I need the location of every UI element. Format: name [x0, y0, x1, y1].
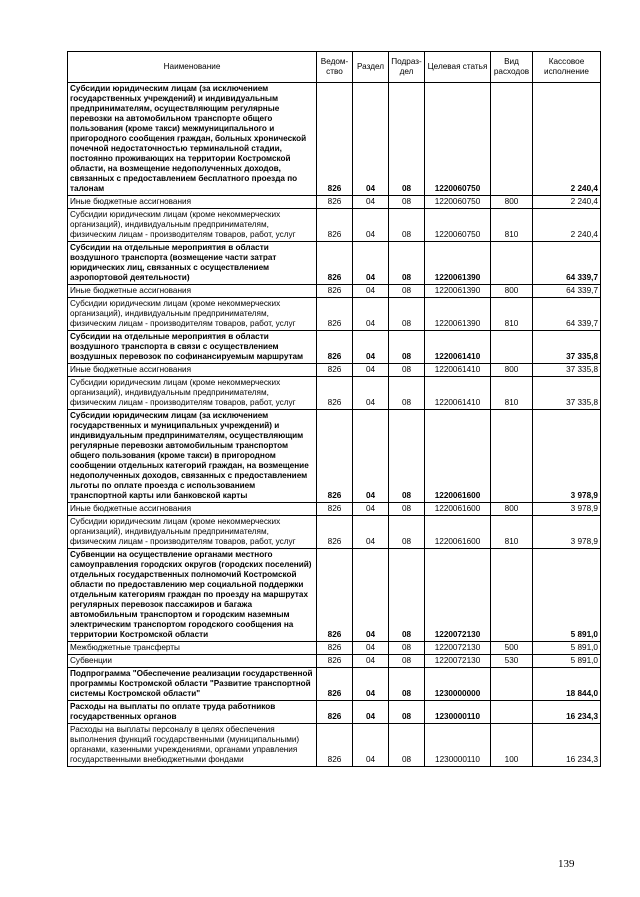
cell-name: Субсидии на отдельные мероприятия в области воздушного транспорта в связи с осуществлением воздушных перевозок по софинансируемым маршрутам	[68, 331, 317, 364]
cell-target: 1220061410	[425, 331, 491, 364]
cell-name: Субсидии юридическим лицам (кроме некоммерческих организаций), индивидуальным предпринимателям, физическим лицам - производителям товаров, работ, услуг	[68, 298, 317, 331]
cell-name: Субвенции на осуществление органами местного самоуправления городских округов (городских поселений) отдельных государственных полномочий Костромской области по предоставлению мер социальной поддержки отдельным категориям граждан по проезду на маршрутах регулярных перевозок пассажиров и багажа автомобильным транспортом и городским наземным электрическим транспортом городского сообщения на территории Костромской области	[68, 549, 317, 642]
cell-name: Расходы на выплаты персоналу в целях обеспечения выполнения функций государственными (муниципальными) органами, казенными учреждениями, органами управления государственными внебюджетными фондами	[68, 724, 317, 767]
cell-section: 04	[353, 298, 389, 331]
cell-dept: 826	[317, 410, 353, 503]
cell-dept: 826	[317, 196, 353, 209]
cell-target: 1220061390	[425, 298, 491, 331]
cell-cash: 3 978,9	[533, 503, 601, 516]
cell-section: 04	[353, 642, 389, 655]
cell-cash: 5 891,0	[533, 655, 601, 668]
table-row	[68, 516, 601, 549]
cell-cash: 3 978,9	[533, 516, 601, 549]
cell-section: 04	[353, 364, 389, 377]
cell-expense-type: 800	[491, 364, 533, 377]
cell-section: 04	[353, 516, 389, 549]
cell-dept: 826	[317, 549, 353, 642]
cell-dept: 826	[317, 701, 353, 724]
cell-name: Субсидии юридическим лицам (кроме некоммерческих организаций), индивидуальным предпринимателям, физическим лицам - производителям товаров, работ, услуг	[68, 377, 317, 410]
cell-section: 04	[353, 549, 389, 642]
cell-target: 1220061410	[425, 364, 491, 377]
cell-cash: 16 234,3	[533, 724, 601, 767]
cell-name: Субсидии юридическим лицам (за исключением государственных учреждений) и индивидуальным предпринимателям, осуществляющим регулярные перевозки на автомобильном транспорте общего пользования (кроме такси) межмуниципального и пригородного сообщения граждан, больных хронической почечной недостаточностью терминальной стадии, постоянно проживающих на территории Костромской области, на возмещение недополученных доходов, связанных с предоставлением бесплатного проезда по талонам	[68, 83, 317, 196]
cell-name: Расходы на выплаты по оплате труда работников государственных органов	[68, 701, 317, 724]
cell-section: 04	[353, 655, 389, 668]
cell-name: Иные бюджетные ассигнования	[68, 196, 317, 209]
header-subsection: Подраз-дел	[389, 52, 425, 83]
cell-subsection: 08	[389, 410, 425, 503]
cell-target: 1230000110	[425, 701, 491, 724]
cell-expense-type: 800	[491, 285, 533, 298]
table-row	[68, 209, 601, 242]
cell-expense-type	[491, 242, 533, 285]
table-row	[68, 642, 601, 655]
cell-target: 1220061410	[425, 377, 491, 410]
cell-name: Подпрограмма "Обеспечение реализации государственной программы Костромской области "Развитие транспортной системы Костромской области"	[68, 668, 317, 701]
cell-expense-type: 810	[491, 516, 533, 549]
cell-target: 1220072130	[425, 655, 491, 668]
cell-name: Иные бюджетные ассигнования	[68, 364, 317, 377]
cell-subsection: 08	[389, 642, 425, 655]
header-section: Раздел	[353, 52, 389, 83]
table-row	[68, 724, 601, 767]
table-row	[68, 549, 601, 642]
cell-cash: 37 335,8	[533, 377, 601, 410]
cell-subsection: 08	[389, 377, 425, 410]
cell-name: Субвенции	[68, 655, 317, 668]
cell-cash: 5 891,0	[533, 642, 601, 655]
table-header-row	[68, 52, 601, 83]
header-cash: Кассовое исполнение	[533, 52, 601, 83]
cell-name: Субсидии юридическим лицам (за исключением государственных и муниципальных учреждений) и индивидуальным предпринимателям, осуществляющим регулярные перевозки автомобильным транспортом общего пользования (кроме такси) в пригородном сообщении отдельных категорий граждан, на возмещение недополученных доходов, связанных с предоставлением льготы по оплате проезда с использованием транспортной карты или банковской карты	[68, 410, 317, 503]
table-row	[68, 298, 601, 331]
cell-section: 04	[353, 242, 389, 285]
cell-cash: 16 234,3	[533, 701, 601, 724]
cell-cash: 2 240,4	[533, 83, 601, 196]
cell-cash: 37 335,8	[533, 364, 601, 377]
cell-cash: 2 240,4	[533, 209, 601, 242]
cell-subsection: 08	[389, 196, 425, 209]
cell-cash: 18 844,0	[533, 668, 601, 701]
cell-expense-type	[491, 701, 533, 724]
cell-subsection: 08	[389, 724, 425, 767]
cell-subsection: 08	[389, 655, 425, 668]
cell-expense-type: 530	[491, 655, 533, 668]
cell-dept: 826	[317, 285, 353, 298]
header-name: Наименование	[68, 52, 317, 83]
table-row	[68, 655, 601, 668]
cell-name: Субсидии на отдельные мероприятия в области воздушного транспорта (возмещение части затрат юридических лиц, связанных с осуществлением аэропортовой деятельности)	[68, 242, 317, 285]
cell-target: 1220072130	[425, 642, 491, 655]
table-row	[68, 377, 601, 410]
table-row	[68, 331, 601, 364]
cell-target: 1220061600	[425, 410, 491, 503]
cell-dept: 826	[317, 364, 353, 377]
cell-cash: 37 335,8	[533, 331, 601, 364]
cell-expense-type	[491, 83, 533, 196]
page-number: 139	[558, 858, 575, 870]
cell-expense-type: 100	[491, 724, 533, 767]
cell-name: Иные бюджетные ассигнования	[68, 285, 317, 298]
cell-dept: 826	[317, 655, 353, 668]
table-row	[68, 83, 601, 196]
cell-dept: 826	[317, 209, 353, 242]
cell-target: 1220061390	[425, 242, 491, 285]
cell-target: 1220072130	[425, 549, 491, 642]
cell-name: Субсидии юридическим лицам (кроме некоммерческих организаций), индивидуальным предпринимателям, физическим лицам - производителям товаров, работ, услуг	[68, 516, 317, 549]
cell-expense-type: 800	[491, 503, 533, 516]
header-dept: Ведом-ство	[317, 52, 353, 83]
cell-cash: 3 978,9	[533, 410, 601, 503]
cell-expense-type: 800	[491, 196, 533, 209]
cell-cash: 2 240,4	[533, 196, 601, 209]
cell-section: 04	[353, 209, 389, 242]
table-row	[68, 364, 601, 377]
cell-target: 1220061600	[425, 503, 491, 516]
cell-target: 1220060750	[425, 196, 491, 209]
cell-dept: 826	[317, 83, 353, 196]
cell-target: 1230000000	[425, 668, 491, 701]
cell-subsection: 08	[389, 516, 425, 549]
cell-dept: 826	[317, 331, 353, 364]
table-row	[68, 668, 601, 701]
cell-subsection: 08	[389, 503, 425, 516]
cell-subsection: 08	[389, 242, 425, 285]
cell-section: 04	[353, 701, 389, 724]
cell-dept: 826	[317, 298, 353, 331]
cell-expense-type	[491, 549, 533, 642]
cell-subsection: 08	[389, 549, 425, 642]
cell-target: 1230000110	[425, 724, 491, 767]
cell-name: Межбюджетные трансферты	[68, 642, 317, 655]
cell-section: 04	[353, 724, 389, 767]
table-row	[68, 701, 601, 724]
cell-subsection: 08	[389, 285, 425, 298]
cell-name: Субсидии юридическим лицам (кроме некоммерческих организаций), индивидуальным предпринимателям, физическим лицам - производителям товаров, работ, услуг	[68, 209, 317, 242]
cell-cash: 64 339,7	[533, 242, 601, 285]
cell-section: 04	[353, 503, 389, 516]
cell-dept: 826	[317, 668, 353, 701]
cell-cash: 64 339,7	[533, 298, 601, 331]
table-row	[68, 196, 601, 209]
header-target: Целевая статья	[425, 52, 491, 83]
table-row	[68, 503, 601, 516]
cell-expense-type: 810	[491, 298, 533, 331]
cell-subsection: 08	[389, 331, 425, 364]
table-row	[68, 285, 601, 298]
cell-expense-type: 500	[491, 642, 533, 655]
cell-section: 04	[353, 285, 389, 298]
cell-section: 04	[353, 668, 389, 701]
cell-expense-type: 810	[491, 377, 533, 410]
cell-dept: 826	[317, 642, 353, 655]
cell-section: 04	[353, 196, 389, 209]
cell-subsection: 08	[389, 83, 425, 196]
cell-section: 04	[353, 410, 389, 503]
cell-expense-type	[491, 331, 533, 364]
header-expense-type: Вид расходов	[491, 52, 533, 83]
cell-section: 04	[353, 331, 389, 364]
cell-target: 1220060750	[425, 209, 491, 242]
cell-dept: 826	[317, 377, 353, 410]
cell-expense-type: 810	[491, 209, 533, 242]
cell-target: 1220061390	[425, 285, 491, 298]
cell-cash: 64 339,7	[533, 285, 601, 298]
cell-section: 04	[353, 377, 389, 410]
cell-subsection: 08	[389, 209, 425, 242]
cell-section: 04	[353, 83, 389, 196]
cell-name: Иные бюджетные ассигнования	[68, 503, 317, 516]
cell-target: 1220060750	[425, 83, 491, 196]
cell-subsection: 08	[389, 298, 425, 331]
cell-dept: 826	[317, 724, 353, 767]
cell-subsection: 08	[389, 701, 425, 724]
cell-subsection: 08	[389, 364, 425, 377]
table-row	[68, 242, 601, 285]
cell-cash: 5 891,0	[533, 549, 601, 642]
cell-dept: 826	[317, 516, 353, 549]
cell-expense-type	[491, 410, 533, 503]
table-row	[68, 410, 601, 503]
cell-subsection: 08	[389, 668, 425, 701]
cell-dept: 826	[317, 242, 353, 285]
cell-dept: 826	[317, 503, 353, 516]
cell-target: 1220061600	[425, 516, 491, 549]
budget-execution-table	[67, 51, 601, 767]
cell-expense-type	[491, 668, 533, 701]
